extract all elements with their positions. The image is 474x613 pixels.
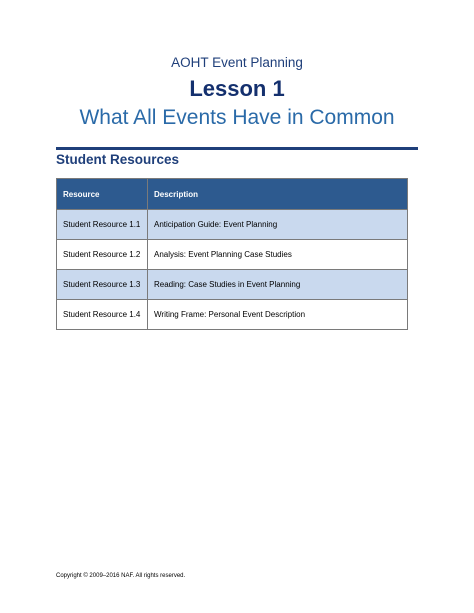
resources-table (56, 178, 408, 330)
description-cell: Writing Frame: Personal Event Description (148, 300, 408, 330)
table-header-row (57, 179, 408, 210)
column-header-description: Description (148, 179, 408, 210)
lesson-subtitle: What All Events Have in Common (79, 106, 395, 129)
description-cell: Anticipation Guide: Event Planning (148, 210, 408, 240)
resource-cell: Student Resource 1.1 (57, 210, 148, 240)
table-row (57, 240, 408, 270)
column-header-resource: Resource (57, 179, 148, 210)
section-heading: Student Resources (56, 152, 180, 167)
resource-cell: Student Resource 1.2 (57, 240, 148, 270)
description-cell: Reading: Case Studies in Event Planning (148, 270, 408, 300)
table-row (57, 210, 408, 240)
course-title: AOHT Event Planning (171, 55, 303, 70)
copyright-footer: Copyright © 2009–2016 NAF. All rights reserved. (56, 573, 186, 579)
resource-cell: Student Resource 1.4 (57, 300, 148, 330)
lesson-title: Lesson 1 (189, 76, 285, 101)
table-row (57, 300, 408, 330)
table-row (57, 270, 408, 300)
section-divider (56, 147, 418, 150)
description-cell: Analysis: Event Planning Case Studies (148, 240, 408, 270)
resource-cell: Student Resource 1.3 (57, 270, 148, 300)
